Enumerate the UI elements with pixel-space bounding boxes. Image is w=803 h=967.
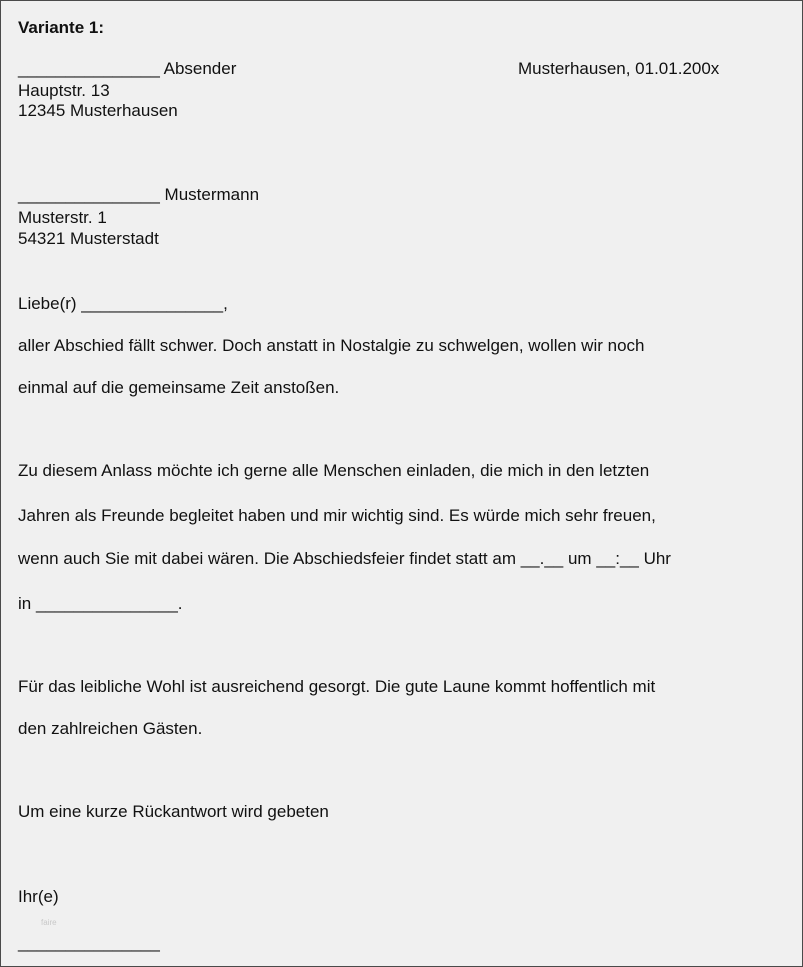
recipient-street: Musterstr. 1 <box>18 208 107 227</box>
sender-street: Hauptstr. 13 <box>18 81 110 100</box>
body-line: aller Abschied fällt schwer. Doch anstatt in Nostalgie zu schwelgen, wollen wir noch <box>18 336 645 355</box>
recipient-name-line: _______________ Mustermann <box>18 185 260 204</box>
body-line: einmal auf die gemeinsame Zeit anstoßen. <box>18 378 340 397</box>
body-line: Für das leibliche Wohl ist ausreichend gesorgt. Die gute Laune kommt hoffentlich mit <box>18 677 656 696</box>
body-line: in _______________. <box>18 594 183 613</box>
body-line: den zahlreichen Gästen. <box>18 719 203 738</box>
sender-name-line: _______________ Absender <box>18 59 237 78</box>
body-line: Zu diesem Anlass möchte ich gerne alle Menschen einladen, die mich in den letzten <box>18 461 650 480</box>
body-line: Um eine kurze Rückantwort wird gebeten <box>18 802 329 821</box>
signature-line: _______________ <box>18 933 160 952</box>
letter-heading: Variante 1: <box>18 18 104 37</box>
body-line: Jahren als Freunde begleitet haben und mir wichtig sind. Es würde mich sehr freuen, <box>18 506 656 525</box>
body-line: wenn auch Sie mit dabei wären. Die Abschiedsfeier findet statt am __.__ um __:__ Uhr <box>18 549 671 568</box>
closing: Ihr(e) <box>18 887 59 906</box>
date-line: Musterhausen, 01.01.200x <box>518 59 720 78</box>
salutation: Liebe(r) _______________, <box>18 294 228 313</box>
watermark: faire <box>41 918 57 927</box>
recipient-city: 54321 Musterstadt <box>18 229 159 248</box>
sender-city: 12345 Musterhausen <box>18 101 178 120</box>
